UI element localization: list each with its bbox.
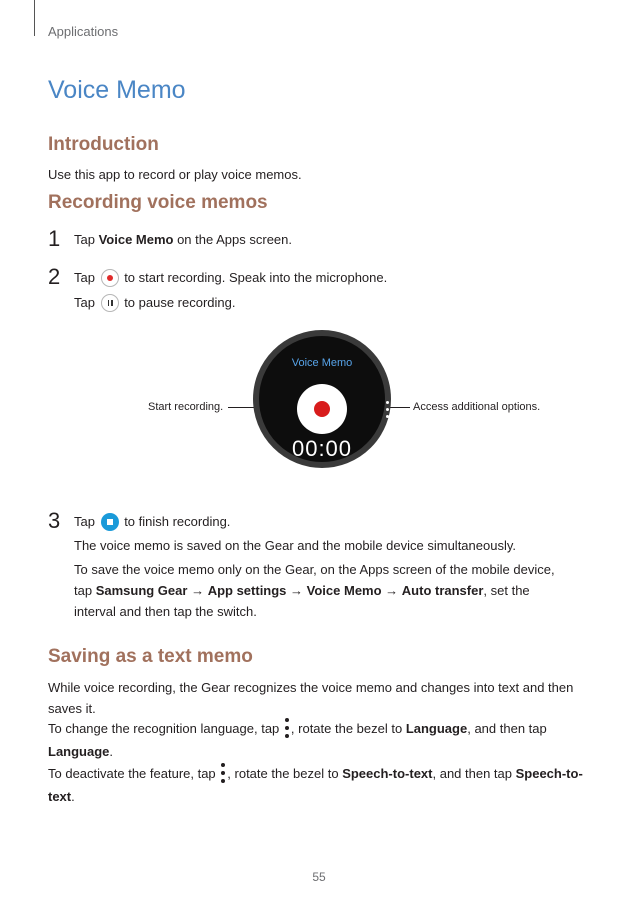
- more-options-icon[interactable]: [386, 401, 390, 419]
- callout-line-right: [390, 407, 410, 408]
- recording-heading: Recording voice memos: [48, 192, 268, 213]
- more-options-icon: [220, 762, 226, 784]
- step-3-line-2: The voice memo is saved on the Gear and the mobile device simultaneously.: [74, 538, 516, 553]
- watch-title: Voice Memo: [291, 357, 353, 369]
- step-number-2: 2: [48, 264, 61, 289]
- watch-screen: [253, 330, 391, 468]
- intro-text: Use this app to record or play voice memos.: [48, 167, 302, 182]
- step-2-line-1: Tap to start recording. Speak into the microphone.: [74, 270, 388, 285]
- record-button[interactable]: [297, 384, 347, 434]
- saving-paragraph-3: To deactivate the feature, tap , rotate the bezel to Speech-to-text, and then tap Speech-to-text.: [48, 763, 583, 807]
- pause-icon: [101, 294, 119, 312]
- step-1-text: Tap Voice Memo on the Apps screen.: [74, 232, 292, 247]
- record-icon: [314, 401, 330, 417]
- record-icon: [101, 269, 119, 287]
- callout-start-recording: Start recording.: [148, 401, 224, 413]
- step-number-3: 3: [48, 508, 61, 533]
- step-2-line-2: Tap to pause recording.: [74, 295, 236, 310]
- section-header: Applications: [48, 24, 119, 39]
- page-title: Voice Memo: [48, 76, 186, 104]
- callout-more-options: Access additional options.: [413, 401, 541, 413]
- step-3-line-1: Tap to finish recording.: [74, 514, 231, 529]
- saving-heading: Saving as a text memo: [48, 646, 253, 667]
- stop-icon: [101, 513, 119, 531]
- page-number: 55: [312, 870, 326, 884]
- header-rule: [34, 0, 35, 36]
- step-3-line-3: To save the voice memo only on the Gear, on the Apps screen of the mobile device, tap Samsung Gear → App settings → Voice Memo → Auto transfer, set the interval and then tap the switch.: [74, 562, 555, 619]
- step-number-1: 1: [48, 226, 61, 251]
- more-options-icon: [284, 717, 290, 739]
- recording-timer: 00:00: [291, 436, 353, 461]
- intro-heading: Introduction: [48, 134, 159, 155]
- saving-paragraph-2: To change the recognition language, tap , rotate the bezel to Language, and then tap Language.: [48, 718, 583, 762]
- saving-paragraph-1: While voice recording, the Gear recognizes the voice memo and changes into text and then saves it.: [48, 680, 574, 716]
